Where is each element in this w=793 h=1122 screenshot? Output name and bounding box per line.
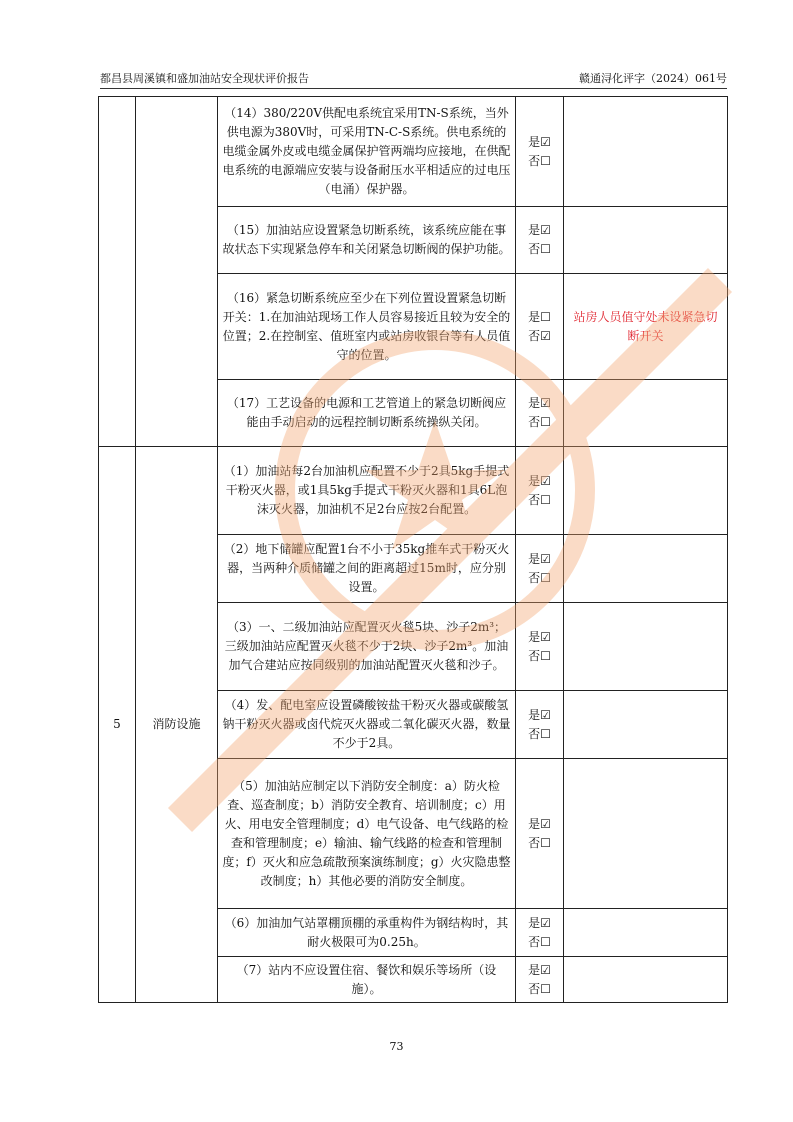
yes-checkbox[interactable]: 是☐ xyxy=(528,309,551,324)
category-cell-prev xyxy=(136,97,218,447)
finding-note xyxy=(564,207,728,274)
no-checkbox[interactable]: 否☐ xyxy=(528,153,551,168)
finding-note xyxy=(564,380,728,447)
requirement-text: （6）加油加气站罩棚顶棚的承重构件为钢结构时，其耐火极限可为0.25h。 xyxy=(218,909,516,957)
requirement-text: （14）380/220V供配电系统宜采用TN-S系统，当外供电源为380V时，可采用TN-C-S系统。供电系统的电缆金属外皮或电缆金属保护管两端均应接地，在供配电系统的电源端应安装与设备耐压水平相适应的过电压（电涌）保护器。 xyxy=(218,97,516,207)
requirement-text: （4）发、配电室应设置磷酸铵盐干粉灭火器或碳酸氢钠干粉灭火器或卤代烷灭火器或二氧化碳灭火器，数量不少于2具。 xyxy=(218,691,516,759)
yes-checkbox[interactable]: 是☑ xyxy=(528,707,551,722)
check-result xyxy=(516,380,564,447)
report-number: 赣通浔化评字（2024）061号 xyxy=(579,72,727,85)
check-result xyxy=(516,759,564,909)
no-checkbox[interactable]: 否☐ xyxy=(528,570,551,585)
yes-checkbox[interactable]: 是☑ xyxy=(528,134,551,149)
yes-checkbox[interactable]: 是☑ xyxy=(528,551,551,566)
no-checkbox[interactable]: 否☐ xyxy=(528,835,551,850)
finding-note xyxy=(564,97,728,207)
yes-checkbox[interactable]: 是☑ xyxy=(528,816,551,831)
finding-note xyxy=(564,603,728,691)
finding-note: 站房人员值守处未设紧急切断开关 xyxy=(564,274,728,380)
check-result xyxy=(516,447,564,535)
no-checkbox[interactable]: 否☐ xyxy=(528,726,551,741)
checklist-table xyxy=(98,96,728,1003)
check-result xyxy=(516,274,564,380)
no-checkbox[interactable]: 否☐ xyxy=(528,242,551,256)
section-category: 消防设施 xyxy=(136,447,218,1003)
section-number: 5 xyxy=(99,447,136,1003)
requirement-text: （5）加油站应制定以下消防安全制度：a）防火检查、巡查制度；b）消防安全教育、培训制度；c）用火、用电安全管理制度；d）电气设备、电气线路的检查和管理制度；e）输油、输气线路的检查和管理制度；f）灭火和应急疏散预案演练制度；g）火灾隐患整改制度；h）其他必要的消防安全制度。 xyxy=(218,759,516,909)
requirement-text: （1）加油站每2台加油机应配置不少于2具5kg手提式干粉灭火器，或1具5kg手提式干粉灭火器和1具6L泡沫灭火器，加油机不足2台应按2台配置。 xyxy=(218,447,516,535)
page-header xyxy=(100,70,727,88)
report-title: 都昌县周溪镇和盛加油站安全现状评价报告 xyxy=(100,72,309,85)
requirement-text: （15）加油站应设置紧急切断系统，该系统应能在事故状态下实现紧急停车和关闭紧急切断阀的保护功能。 xyxy=(218,207,516,274)
yes-checkbox[interactable]: 是☑ xyxy=(528,629,551,644)
yes-checkbox[interactable]: 是☑ xyxy=(528,223,551,237)
finding-note xyxy=(564,759,728,909)
yes-checkbox[interactable]: 是☑ xyxy=(528,473,551,488)
no-checkbox[interactable]: 否☐ xyxy=(528,492,551,507)
yes-checkbox[interactable]: 是☑ xyxy=(528,915,551,930)
finding-note xyxy=(564,909,728,957)
finding-note xyxy=(564,957,728,1003)
finding-note xyxy=(564,447,728,535)
no-checkbox[interactable]: 否☐ xyxy=(528,648,551,663)
check-result xyxy=(516,535,564,603)
requirement-text: （2）地下储罐应配置1台不小于35kg推车式干粉灭火器，当两种介质储罐之间的距离超过15m时，应分别设置。 xyxy=(218,535,516,603)
requirement-text: （7）站内不应设置住宿、餐饮和娱乐等场所（设施）。 xyxy=(218,957,516,1003)
check-result xyxy=(516,97,564,207)
finding-note xyxy=(564,691,728,759)
no-checkbox[interactable]: 否☑ xyxy=(528,328,551,343)
table-row xyxy=(99,97,728,207)
page-number: 73 xyxy=(389,1040,404,1053)
check-result xyxy=(516,691,564,759)
requirement-text: （16）紧急切断系统应至少在下列位置设置紧急切断开关：1.在加油站现场工作人员容易接近且较为安全的位置；2.在控制室、值班室内或站房收银台等有人员值守的位置。 xyxy=(218,274,516,380)
header-divider xyxy=(100,88,727,89)
yes-checkbox[interactable]: 是☑ xyxy=(528,962,551,977)
requirement-text: （3）一、二级加油站应配置灭火毯5块、沙子2m³；三级加油站应配置灭火毯不少于2块、沙子2m³。加油加气合建站应按同级别的加油站配置灭火毯和沙子。 xyxy=(218,603,516,691)
requirement-text: （17）工艺设备的电源和工艺管道上的紧急切断阀应能由手动启动的远程控制切断系统操纵关闭。 xyxy=(218,380,516,447)
no-checkbox[interactable]: 否☐ xyxy=(528,415,551,429)
table-row xyxy=(99,447,728,535)
no-checkbox[interactable]: 否☐ xyxy=(528,934,551,949)
no-checkbox[interactable]: 否☐ xyxy=(528,981,551,996)
finding-note xyxy=(564,535,728,603)
check-result xyxy=(516,909,564,957)
check-result xyxy=(516,957,564,1003)
check-result xyxy=(516,603,564,691)
check-result xyxy=(516,207,564,274)
section-number-cell-prev xyxy=(99,97,136,447)
yes-checkbox[interactable]: 是☑ xyxy=(528,396,551,410)
